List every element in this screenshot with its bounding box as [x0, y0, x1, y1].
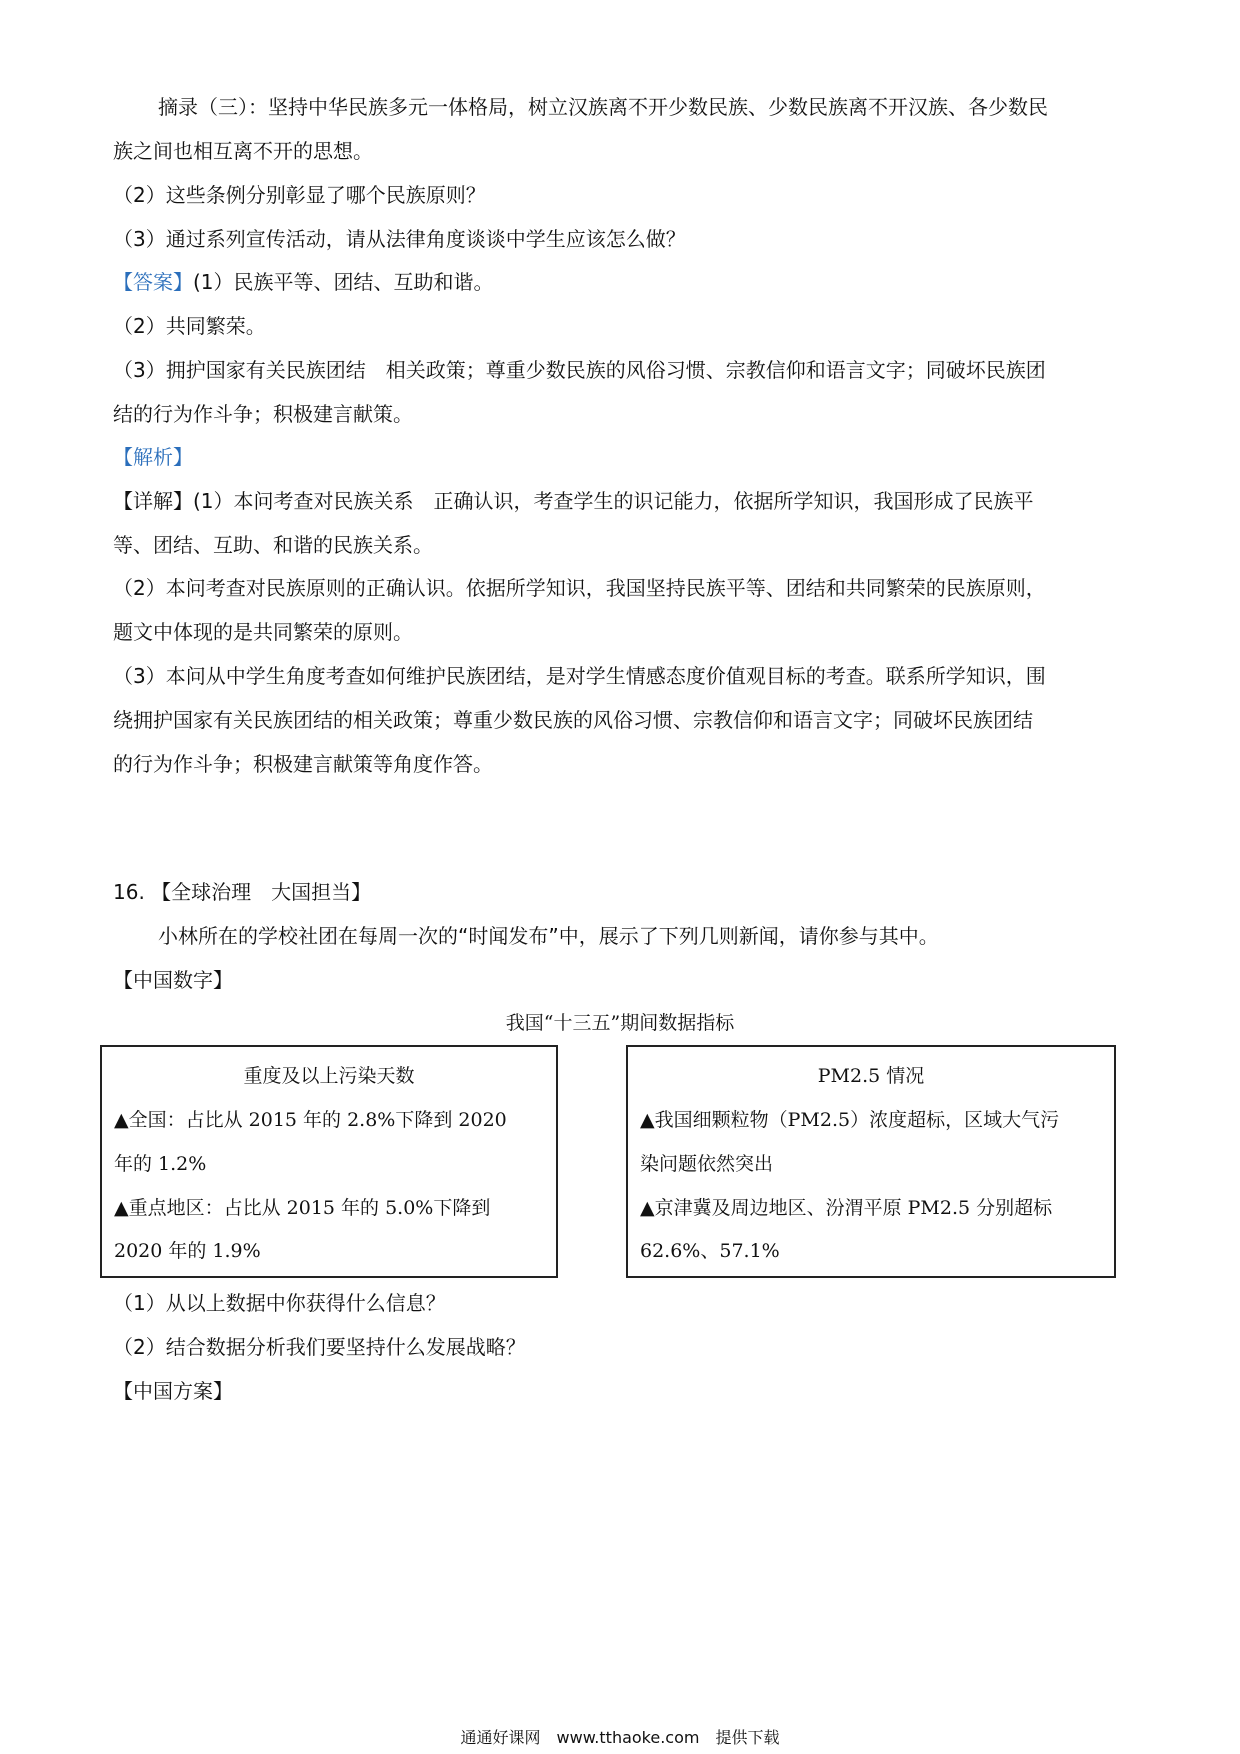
answer-line-1: [113, 268, 494, 296]
pm25-box: [626, 1045, 1116, 1278]
detail-1a: 【详解】(1）本问考查对民族关系 正确认识，考查学生的识记能力，依据所学知识，我国形成了民族平: [113, 489, 1034, 513]
detail-3c: 的行为作斗争；积极建言献策等角度作答。: [113, 752, 493, 776]
question-16-1: （1）从以上数据中你获得什么信息？: [113, 1291, 446, 1315]
pm25-line1: ▲我国细颗粒物（PM2.5）浓度超标，区域大气污: [640, 1109, 1060, 1131]
question-16-intro: 小林所在的学校社团在每周一次的“时闻发布”中，展示了下列几则新闻，请你参与其中。: [158, 924, 939, 948]
detail-3b: 绕拥护国家有关民族团结的相关政策；尊重少数民族的风俗习惯、宗教信仰和语言文字；同破坏民族团结: [113, 708, 1033, 732]
question-3: （3）通过系列宣传活动，请从法律角度谈谈中学生应该怎么做？: [113, 227, 686, 251]
pm25-title: PM2.5 情况: [817, 1065, 925, 1087]
detail-1b: 等、团结、互助、和谐的民族关系。: [113, 533, 433, 557]
answer-2: （2）共同繁荣。: [113, 314, 266, 338]
footer-source: 通通好课网 www.tthaoke.com 提供下载: [460, 1728, 780, 1747]
pollution-days-title: 重度及以上污染天数: [243, 1065, 415, 1087]
excerpt-3-line1: 摘录（三）：坚持中华民族多元一体格局，树立汉族离不开少数民族、少数民族离不开汉族、各少数民: [158, 95, 1048, 119]
answer-1: (1）民族平等、团结、互助和谐。: [193, 270, 494, 294]
section-china-plan: 【中国方案】: [113, 1379, 233, 1403]
pollution-days-line4: 2020 年的 1.9%: [114, 1240, 261, 1262]
detail-2b: 题文中体现的是共同繁荣的原则。: [113, 620, 413, 644]
answer-3a: （3）拥护国家有关民族团结 相关政策；尊重少数民族的风俗习惯、宗教信仰和语言文字；同破坏民族团: [113, 358, 1046, 382]
pm25-line2: 染问题依然突出: [640, 1153, 774, 1175]
pollution-days-line2: 年的 1.2%: [114, 1153, 207, 1175]
question-2: （2）这些条例分别彰显了哪个民族原则？: [113, 183, 486, 207]
pollution-days-box: [100, 1045, 558, 1278]
question-16-title: 16. 【全球治理 大国担当】: [113, 880, 372, 904]
detail-3a: （3）本问从中学生角度考查如何维护民族团结，是对学生情感态度价值观目标的考查。联系所学知识，围: [113, 664, 1046, 688]
answer-tag: 【答案】: [113, 270, 193, 294]
pollution-days-line1: ▲全国：占比从 2015 年的 2.8%下降到 2020: [114, 1109, 507, 1131]
analysis-tag: 【解析】: [113, 445, 193, 469]
detail-2a: （2）本问考查对民族原则的正确认识。依据所学知识，我国坚持民族平等、团结和共同繁荣的民族原则，: [113, 576, 1046, 600]
pm25-line4: 62.6%、57.1%: [640, 1240, 780, 1262]
table-caption: 我国“十三五”期间数据指标: [505, 1012, 735, 1034]
answer-3b: 结的行为作斗争；积极建言献策。: [113, 402, 413, 426]
pollution-days-line3: ▲重点地区：占比从 2015 年的 5.0%下降到: [114, 1197, 491, 1219]
excerpt-3-line2: 族之间也相互离不开的思想。: [113, 139, 373, 163]
section-china-numbers: 【中国数字】: [113, 968, 233, 992]
pm25-line3: ▲京津冀及周边地区、汾渭平原 PM2.5 分别超标: [640, 1197, 1053, 1219]
question-16-2: （2）结合数据分析我们要坚持什么发展战略？: [113, 1335, 526, 1359]
